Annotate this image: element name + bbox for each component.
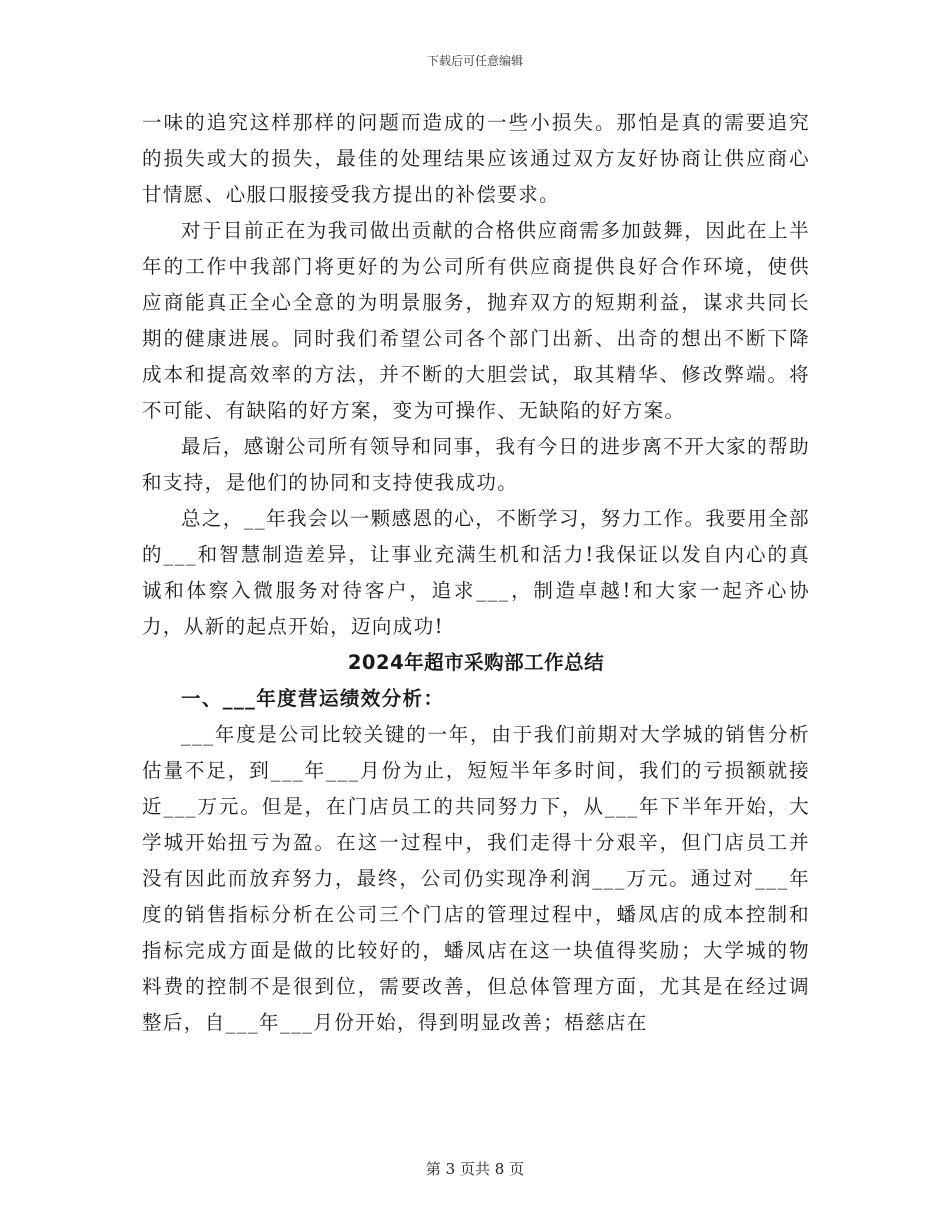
page-header: 下载后可任意编辑 [426, 54, 523, 68]
paragraph-performance: ___年度是公司比较关键的一年，由于我们前期对大学城的销售分析估量不足，到___年___月份为止，短短半年多时间，我们的亏损额就接近___万元。但是，在门店员工的共同努力下，从___年下半年开始，大学城开始扭亏为盈。在这一过程中，我们走得十分艰辛，但门店员工并没有因此而放弃努力，最终，公司仍实现净利润___万元。通过对___年度的销售指标分析在公司三个门店的管理过程中，蟠凤店的成本控制和指标完成方面是做的比较好的，蟠凤店在这一块值得奖励；大学城的物料费的控制不是很到位，需要改善，但总体管理方面，尤其是在经过调整后，自___年___月份开始，得到明显改善；梧慈店在 [142, 723, 810, 1034]
paragraph-thanks: 最后，感谢公司所有领导和同事，我有今日的进步离不开大家的帮助和支持，是他们的协同和支持使我成功。 [142, 435, 810, 494]
document-body [142, 105, 810, 1041]
paragraph-suppliers: 对于目前正在为我司做出贡献的合格供应商需多加鼓舞，因此在上半年的工作中我部门将更好的为公司所有供应商提供良好合作环境，使供应商能真正全心全意的为明景服务，抛弃双方的短期利益，谋求共同长期的健康进展。同时我们希望公司各个部门出新、出奇的想出不断下降成本和提高效率的方法，并不断的大胆尝试，取其精华、修改弊端。将不可能、有缺陷的好方案，变为可操作、无缺陷的好方案。 [142, 219, 810, 422]
document-title: 2024年超市采购部工作总结 [347, 651, 605, 674]
paragraph-conclusion: 总之，__年我会以一颗感恩的心，不断学习，努力工作。我要用全部的___和智慧制造差异，让事业充满生机和活力!我保证以发自内心的真诚和体察入微服务对待客户，追求___，制造卓越!和大家一起齐心协力，从新的起点开始，迈向成功! [142, 507, 810, 638]
section-heading: 一、___年度营运绩效分析： [181, 687, 445, 710]
paragraph-continuation: 一味的追究这样那样的问题而造成的一些小损失。那怕是真的需要追究的损失或大的损失，最佳的处理结果应该通过双方友好协商让供应商心甘情愿、心服口服接受我方提出的补偿要求。 [142, 111, 810, 206]
page-footer: 第 3 页共 8 页 [425, 1160, 525, 1178]
